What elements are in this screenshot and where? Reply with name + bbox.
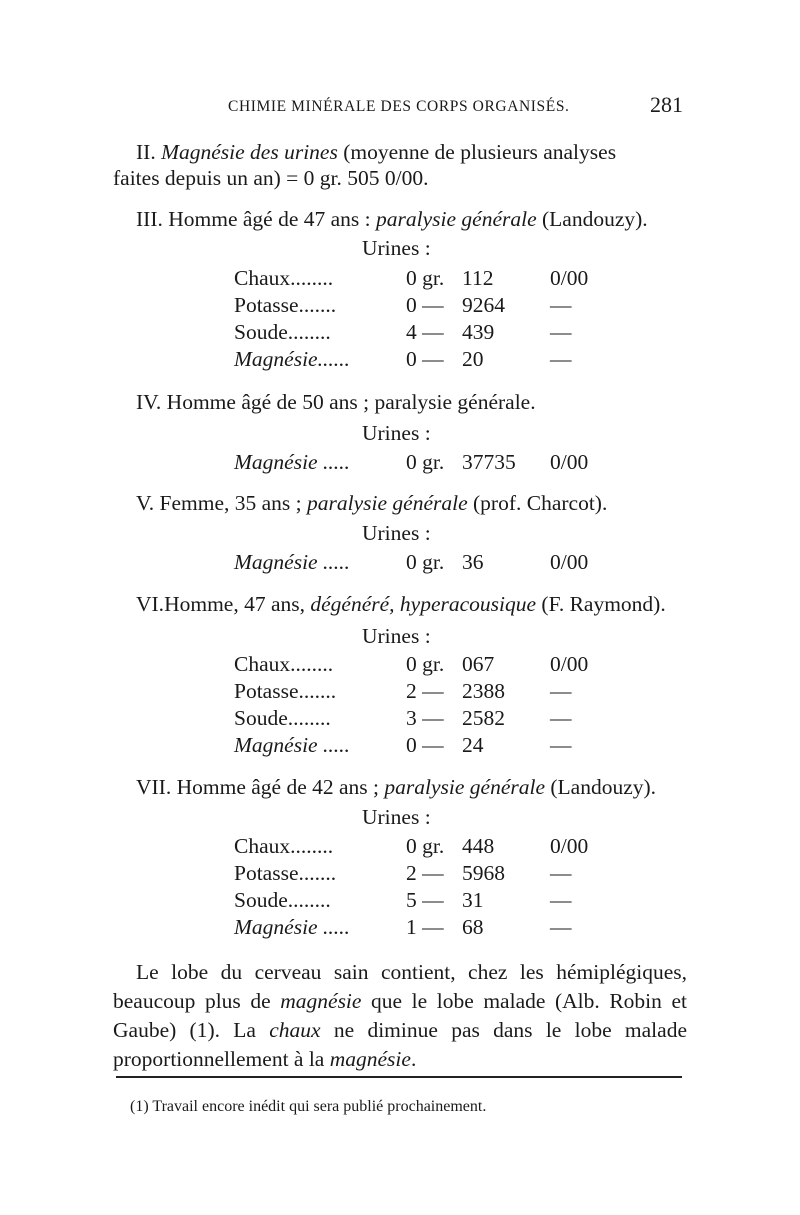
section-text: Homme âgé de 42 ans ; [171, 775, 385, 799]
table-row: Soude........ 5 — 31 — [234, 888, 572, 912]
table-row: Potasse....... 0 — 9264 — [234, 293, 572, 317]
footnote-mark: (1) [130, 1098, 149, 1115]
footnote-rule [116, 1076, 682, 1078]
running-header [228, 92, 683, 117]
reference: (F. Raymond). [536, 592, 666, 616]
page-number: 281 [650, 92, 683, 117]
table-row: Chaux........ 0 gr. 112 0/00 [234, 266, 589, 290]
closing-paragraph: Le lobe du cerveau sain contient, chez les hémiplégiques, beaucoup plus de magnésie que le lobe malade (Alb. Robin et Gaube) (1). La chaux ne diminue pas dans le lobe malade proportionnellement à la magnésie. [113, 960, 688, 1071]
urines-label: Urines : [362, 521, 431, 545]
table-row: Potasse....... 2 — 5968 — [234, 861, 572, 885]
section-number: II. [136, 140, 156, 164]
diagnosis: paralysie générale [376, 207, 537, 231]
reference: (Landouzy). [545, 775, 657, 799]
table-row: Soude........ 4 — 439 — [234, 320, 572, 344]
section-text: Homme, 47 ans, [164, 592, 311, 616]
section-title: Magnésie des urines [161, 140, 338, 164]
section-text: Homme âgé de 50 ans ; paralysie générale. [161, 390, 536, 414]
footnote [130, 1098, 486, 1116]
table-row: Potasse....... 2 — 2388 — [234, 679, 572, 703]
section-number: VI. [136, 592, 165, 616]
urines-label: Urines : [362, 421, 431, 445]
diagnosis: paralysie générale [307, 491, 468, 515]
section-ii [136, 138, 686, 166]
running-title: CHIMIE MINÉRALE DES CORPS ORGANISÉS. [228, 98, 570, 115]
section-vii-heading [136, 773, 686, 801]
section-v-heading [136, 489, 686, 517]
table-row: Soude........ 3 — 2582 — [234, 706, 572, 730]
section-number: III. [136, 207, 163, 231]
section-text: (moyenne de plusieurs analyses [337, 140, 617, 164]
table-row: Magnésie ..... 1 — 68 — [234, 915, 572, 939]
urines-label: Urines : [362, 624, 431, 648]
section-ii-cont: faites depuis un an) = 0 gr. 505 0/00. [113, 166, 429, 190]
urines-label: Urines : [362, 236, 431, 260]
diagnosis: dégénéré, hyperacousique [310, 592, 537, 616]
section-number: VII. [136, 775, 172, 799]
urines-label: Urines : [362, 805, 431, 829]
footnote-text: Travail encore inédit qui sera publié prochainement. [148, 1098, 487, 1115]
table-row: Magnésie ..... 0 gr. 37735 0/00 [234, 450, 589, 474]
section-number: IV. [136, 390, 162, 414]
section-iv-heading [136, 388, 686, 416]
table-row: Chaux........ 0 gr. 448 0/00 [234, 834, 589, 858]
table-row: Magnésie...... 0 — 20 — [234, 347, 572, 371]
section-iii-heading [136, 205, 686, 233]
reference: (prof. Charcot). [467, 491, 608, 515]
table-row: Magnésie ..... 0 — 24 — [234, 733, 572, 757]
table-row: Magnésie ..... 0 gr. 36 0/00 [234, 550, 589, 574]
section-text: Femme, 35 ans ; [154, 491, 308, 515]
table-row: Chaux........ 0 gr. 067 0/00 [234, 652, 589, 676]
diagnosis: paralysie générale [384, 775, 546, 799]
reference: (Landouzy). [536, 207, 648, 231]
section-vi-heading [136, 590, 686, 618]
section-number: V. [136, 491, 155, 515]
section-text: Homme âgé de 47 ans : [162, 207, 377, 231]
